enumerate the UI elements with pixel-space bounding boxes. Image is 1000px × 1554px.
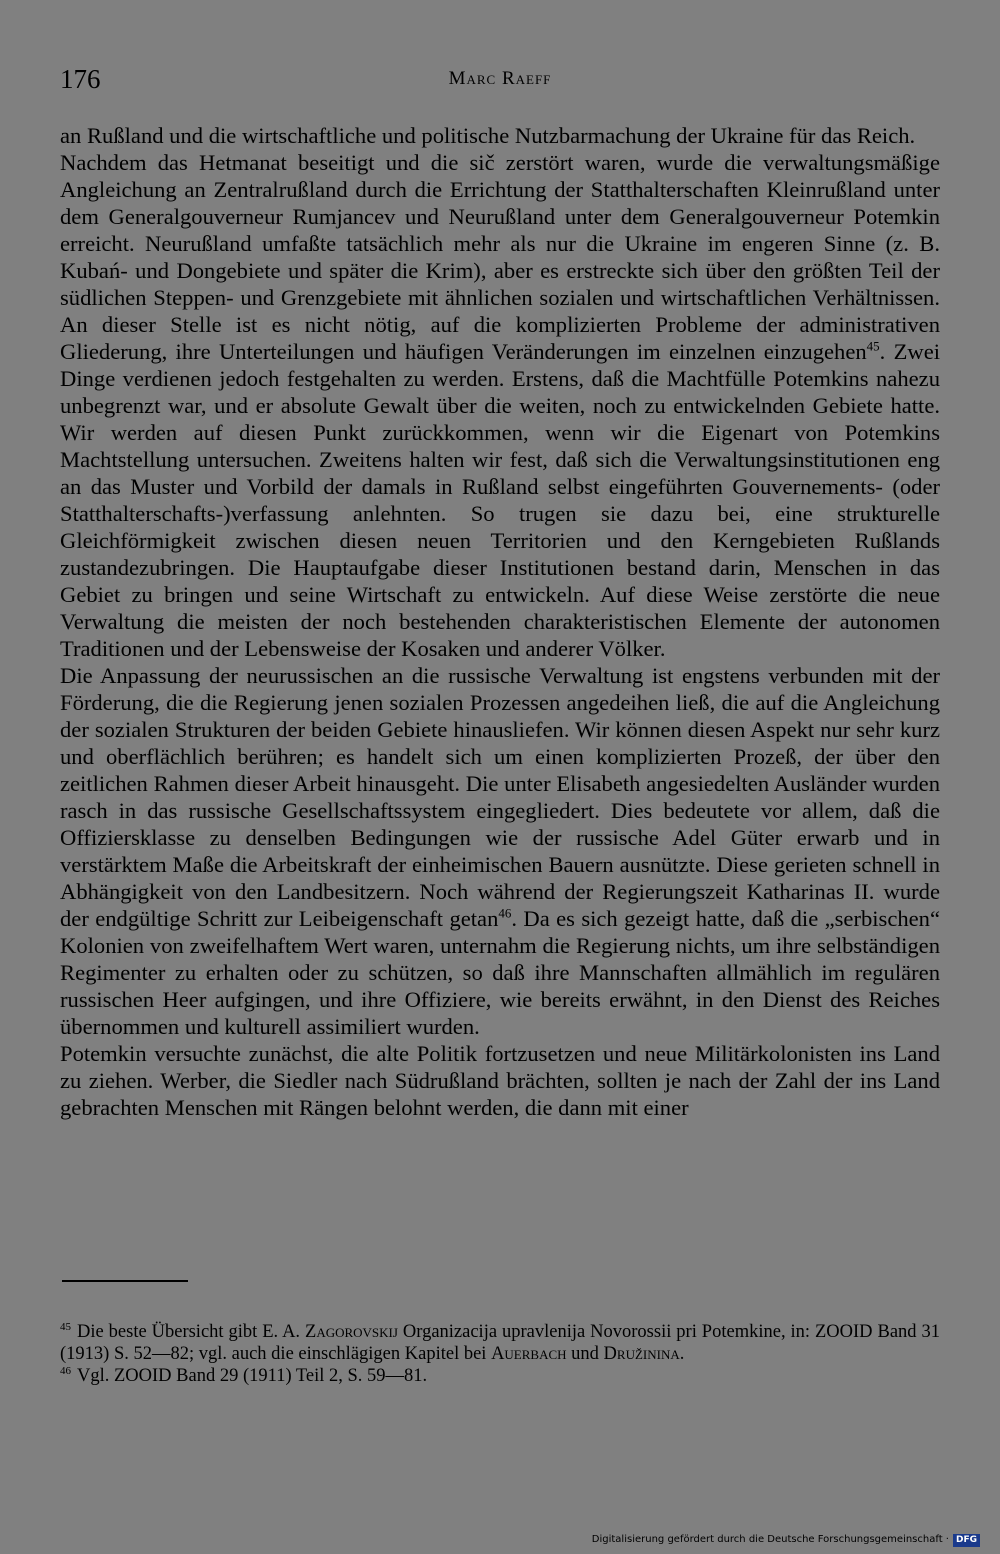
footnote-45-text-d: . bbox=[679, 1344, 685, 1364]
footnote-45-author-3: Družinina bbox=[603, 1344, 680, 1364]
footnote-45-text-c: und bbox=[566, 1344, 604, 1364]
footnote-ref-46[interactable]: 46 bbox=[498, 905, 512, 921]
paragraph-2-text-b: . Zwei Dinge verdienen jedoch festgehalten zu werden. Erstens, daß die Machtfülle Potemkins nahezu unbegrenzt war, und er absolute Gewalt über die weiten, noch zu entwickelnden Gebiete hatte. Wir werden auf diesen Punkt zurückkommen, wenn wir die Eigenart von Potemkins Machtstellung untersuchen. Zweitens halten wir fest, daß sich die Verwaltungsinstitutionen eng an das Muster und Vorbild der damals in Rußland selbst eingeführten Gouvernements- (oder Statthalterschafts-)verfassung anlehnten. So trugen sie dazu bei, eine strukturelle Gleichförmigkeit zwischen diesen neuen Territorien und den Kerngebieten Rußlands zustandezubringen. Die Hauptaufgabe dieser Institutionen bestand darin, Menschen in das Gebiet zu bringen und seine Wirtschaft zu entwickeln. Auf diese Weise zerstörte die neue Verwaltung die meisten der noch bestehenden charakteristischen Elemente der autonomen Traditionen und der Lebensweise der Kosaken und anderer Völker. bbox=[60, 339, 940, 661]
paragraph-4-text: Potemkin versuchte zunächst, die alte Politik fortzusetzen und neue Militärkolonisten ins Land zu ziehen. Werber, die Siedler nach Südrußland brächten, sollten je nach der Zahl der ins Land gebrachten Menschen mit Rängen belohnt werden, die dann mit einer bbox=[60, 1041, 940, 1120]
digitization-credit bbox=[592, 1533, 980, 1547]
dfg-logo: DFG bbox=[953, 1534, 980, 1547]
footnote-45-text-b: Organizacija upravlenija Novorossii pri Potemkine, in: ZOOID Band 31 (1913) S. 52—82; vgl. auch die einschlägigen Kapitel bei bbox=[60, 1322, 940, 1364]
running-head: Marc Raeff bbox=[448, 68, 552, 89]
paragraph-4 bbox=[60, 1040, 940, 1121]
page-header bbox=[60, 62, 940, 102]
footnote-46-text: Vgl. ZOOID Band 29 (1911) Teil 2, S. 59—81. bbox=[77, 1366, 428, 1386]
footnote-45-author-1: Zagorovskij bbox=[305, 1322, 398, 1342]
footnote-45-text-a: Die beste Übersicht gibt E. A. bbox=[77, 1322, 306, 1342]
footnote-divider bbox=[62, 1280, 188, 1282]
main-text bbox=[60, 122, 940, 1121]
footnote-45 bbox=[60, 1321, 940, 1365]
footnote-45-mark: 45 bbox=[60, 1320, 71, 1333]
credit-text: Digitalisierung gefördert durch die Deutsche Forschungsgemeinschaft · bbox=[591, 1534, 949, 1545]
paragraph-3 bbox=[60, 662, 940, 1040]
paragraph-2 bbox=[60, 149, 940, 662]
paragraph-1-text: an Rußland und die wirtschaftliche und politische Nutzbarmachung der Ukraine für das Reich. bbox=[60, 123, 916, 148]
footnote-46 bbox=[60, 1365, 940, 1387]
paragraph-2-text-a: Nachdem das Hetmanat beseitigt und die sič zerstört waren, wurde die verwaltungsmäßige Angleichung an Zentralrußland durch die Errichtung der Statthalterschaften Kleinrußland unter dem Generalgouverneur Rumjancev und Neurußland unter dem Generalgouverneur Potemkin erreicht. Neurußland umfaßte tatsächlich mehr als nur die Ukraine im engeren Sinne (z. B. Kubań- und Dongebiete und später die Krim), aber es erstreckte sich über den größten Teil der südlichen Steppen- und Grenzgebiete mit ähnlichen sozialen und wirtschaftlichen Verhältnissen. An dieser Stelle ist es nicht nötig, auf die komplizierten Probleme der administrativen Gliederung, ihre Unterteilungen und häufigen Veränderungen im einzelnen einzugehen bbox=[60, 150, 940, 364]
paragraph-3-text-a: Die Anpassung der neurussischen an die russische Verwaltung ist engstens verbunden mit der Förderung, die die Regierung jenen sozialen Prozessen angedeihen ließ, die auf die Angleichung der sozialen Strukturen der beiden Gebiete hinausliefen. Wir können diesen Aspekt nur sehr kurz und oberflächlich berühren; es handelt sich um einen komplizierten Prozeß, der über den zeitlichen Rahmen dieser Arbeit hinausgeht. Die unter Elisabeth angesiedelten Ausländer wurden rasch in das russische Gesellschaftssystem eingegliedert. Dies bedeutete vor allem, daß die Offiziersklasse zu denselben Bedingungen wie der russische Adel Güter erwarb und in verstärktem Maße die Arbeitskraft der einheimischen Bauern ausnützte. Diese gerieten schnell in Abhängigkeit von den Landbesitzern. Noch während der Regierungszeit Katharinas II. wurde der endgültige Schritt zur Leibeigenschaft getan bbox=[60, 663, 940, 931]
page-number: 176 bbox=[60, 64, 101, 94]
paragraph-3-text-b: . Da es sich gezeigt hatte, daß die „serbischen“ Kolonien von zweifelhaftem Wert waren, unternahm die Regierung nichts, um ihre selbständigen Regimenter zu erhalten oder zu schützen, so daß ihre Mannschaften allmählich im regulären russischen Heer aufgingen, und ihre Offiziere, wie bereits erwähnt, in den Dienst des Reiches übernommen und kulturell assimiliert wurden. bbox=[60, 906, 941, 1039]
paragraph-1 bbox=[60, 122, 940, 149]
footnote-45-author-2: Auerbach bbox=[491, 1344, 567, 1364]
footnote-46-mark: 46 bbox=[60, 1364, 71, 1377]
footnotes bbox=[60, 1321, 940, 1387]
footnote-ref-45[interactable]: 45 bbox=[866, 338, 880, 354]
